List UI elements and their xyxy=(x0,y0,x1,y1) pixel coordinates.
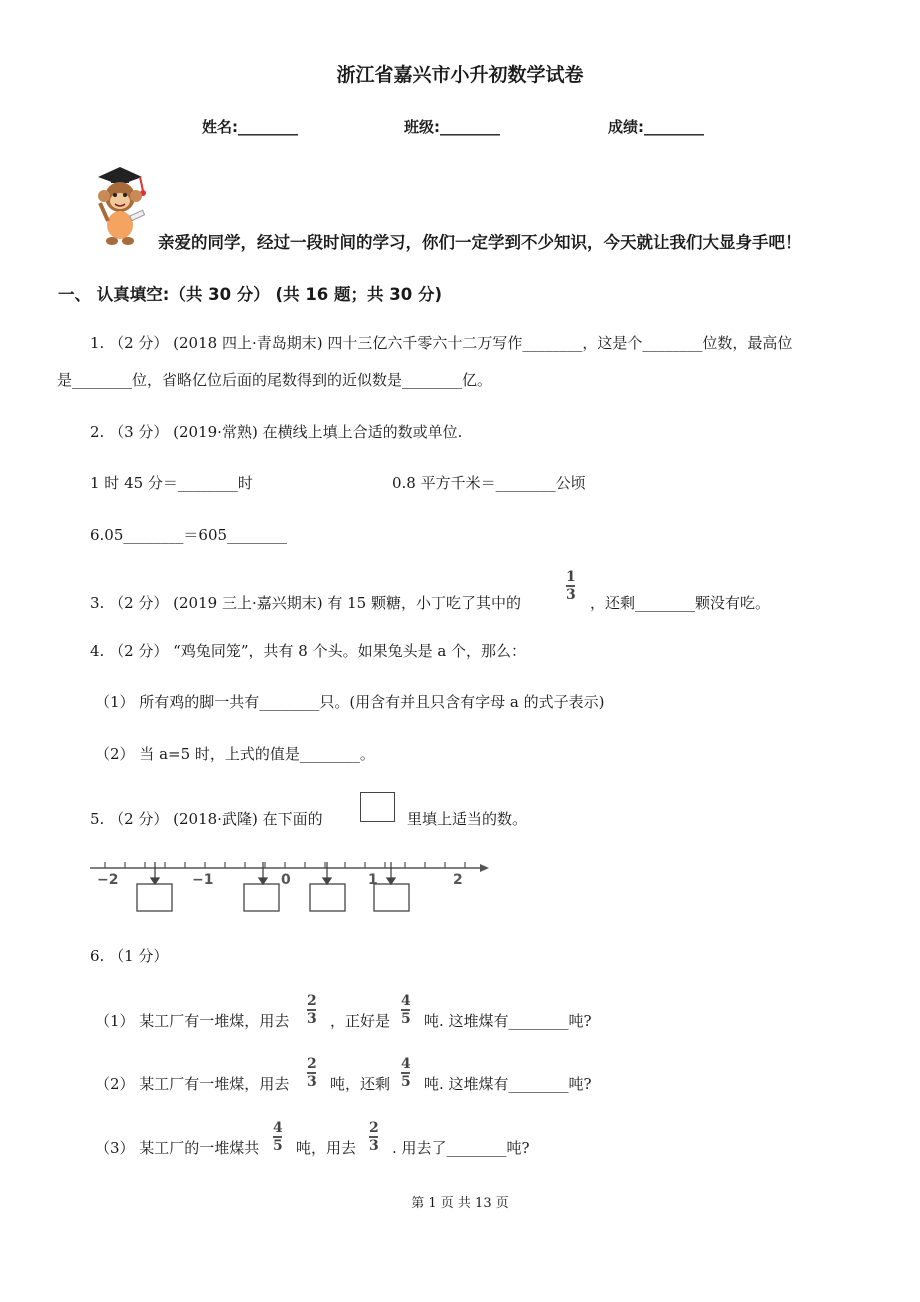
tick-label-2: 2 xyxy=(453,872,463,888)
fraction-numerator: 4 xyxy=(401,1056,411,1072)
fraction-four-fifths xyxy=(401,994,411,1026)
question-3-text-after: ，还剩________颗没有吃。 xyxy=(590,594,771,612)
greeting-text: 亲爱的同学，经过一段时间的学习，你们一定学到不少知识，今天就让我们大显身手吧！ xyxy=(158,233,802,252)
question-3-text-before: 3. （2 分） (2019 三上·嘉兴期末) 有 15 颗糖，小丁吃了其中的 xyxy=(90,594,521,612)
question-2-part-c: 6.05________＝605________ xyxy=(90,526,288,544)
question-5-text-before: 5. （2 分） (2018·武隆) 在下面的 xyxy=(90,810,323,828)
page-title: 浙江省嘉兴市小升初数学试卷 xyxy=(336,64,584,86)
fraction-four-fifths xyxy=(401,1057,411,1089)
fraction-denominator: 5 xyxy=(273,1137,283,1154)
answer-box-sample xyxy=(360,792,395,822)
tick-label-minus-1: −1 xyxy=(192,872,214,888)
question-6-part-3-b: 吨，用去 xyxy=(296,1139,357,1157)
fraction-denominator: 5 xyxy=(401,1073,411,1090)
number-line xyxy=(85,852,495,920)
question-2-part-a: 1 时 45 分＝________时 xyxy=(90,474,253,492)
tick-label-1: 1 xyxy=(368,872,378,888)
question-4-part-1: （1） 所有鸡的脚一共有________只。(用含有并且只含有字母 a 的式子表示) xyxy=(95,693,605,711)
fraction-one-third xyxy=(566,570,576,602)
class-field[interactable]: 班级:________ xyxy=(404,118,500,136)
section-heading: 一、 认真填空:（共 30 分） (共 16 题；共 30 分) xyxy=(58,285,443,304)
fraction-denominator: 3 xyxy=(307,1073,317,1090)
fraction-two-thirds xyxy=(307,1057,317,1089)
fraction-denominator: 3 xyxy=(307,1010,317,1027)
question-2-part-b: 0.8 平方千米＝________公顷 xyxy=(392,474,586,492)
fraction-two-thirds xyxy=(307,994,317,1026)
question-6-stem: 6. （1 分） xyxy=(90,947,169,965)
tick-label-minus-2: −2 xyxy=(97,872,119,888)
fraction-denominator: 3 xyxy=(369,1137,379,1154)
question-6-part-2-b: 吨，还剩 xyxy=(330,1075,391,1093)
question-6-part-2-a: （2） 某工厂有一堆煤，用去 xyxy=(95,1075,290,1093)
fraction-numerator: 4 xyxy=(273,1120,283,1136)
question-1-line-2: 是________位，省略亿位后面的尾数得到的近似数是________亿。 xyxy=(57,371,493,389)
question-6-part-1-c: 吨. 这堆煤有________吨? xyxy=(424,1012,592,1030)
question-6-part-2-c: 吨. 这堆煤有________吨? xyxy=(424,1075,592,1093)
question-5-text-after: 里填上适当的数。 xyxy=(407,810,528,828)
fraction-numerator: 2 xyxy=(307,1056,317,1072)
fraction-two-thirds xyxy=(369,1121,379,1153)
question-4-stem: 4. （2 分） “鸡兔同笼”，共有 8 个头。如果兔头是 a 个，那么： xyxy=(90,642,527,660)
question-6-part-3-a: （3） 某工厂的一堆煤共 xyxy=(95,1139,260,1157)
page-footer: 第 1 页 共 13 页 xyxy=(411,1196,509,1211)
question-6-part-3-c: . 用去了________吨? xyxy=(392,1139,530,1157)
score-field[interactable]: 成绩:________ xyxy=(608,118,704,136)
name-field[interactable]: 姓名:________ xyxy=(202,118,298,136)
question-6-part-1-a: （1） 某工厂有一堆煤，用去 xyxy=(95,1012,290,1030)
tick-label-0: 0 xyxy=(281,872,291,888)
fraction-numerator: 2 xyxy=(369,1120,379,1136)
fraction-denominator: 3 xyxy=(566,586,576,603)
monkey-mascot-icon xyxy=(88,163,152,249)
question-2-stem: 2. （3 分） (2019·常熟) 在横线上填上合适的数或单位. xyxy=(90,423,463,441)
question-4-part-2: （2） 当 a=5 时，上式的值是________。 xyxy=(95,745,375,763)
fraction-numerator: 2 xyxy=(307,993,317,1009)
fraction-numerator: 1 xyxy=(566,569,576,585)
fraction-four-fifths xyxy=(273,1121,283,1153)
question-1-line-1: 1. （2 分） (2018 四上·青岛期末) 四十三亿六千零六十二万写作________，这是个________位数，最高位 xyxy=(90,334,793,352)
fraction-numerator: 4 xyxy=(401,993,411,1009)
question-6-part-1-b: ，正好是 xyxy=(330,1012,391,1030)
fraction-denominator: 5 xyxy=(401,1010,411,1027)
